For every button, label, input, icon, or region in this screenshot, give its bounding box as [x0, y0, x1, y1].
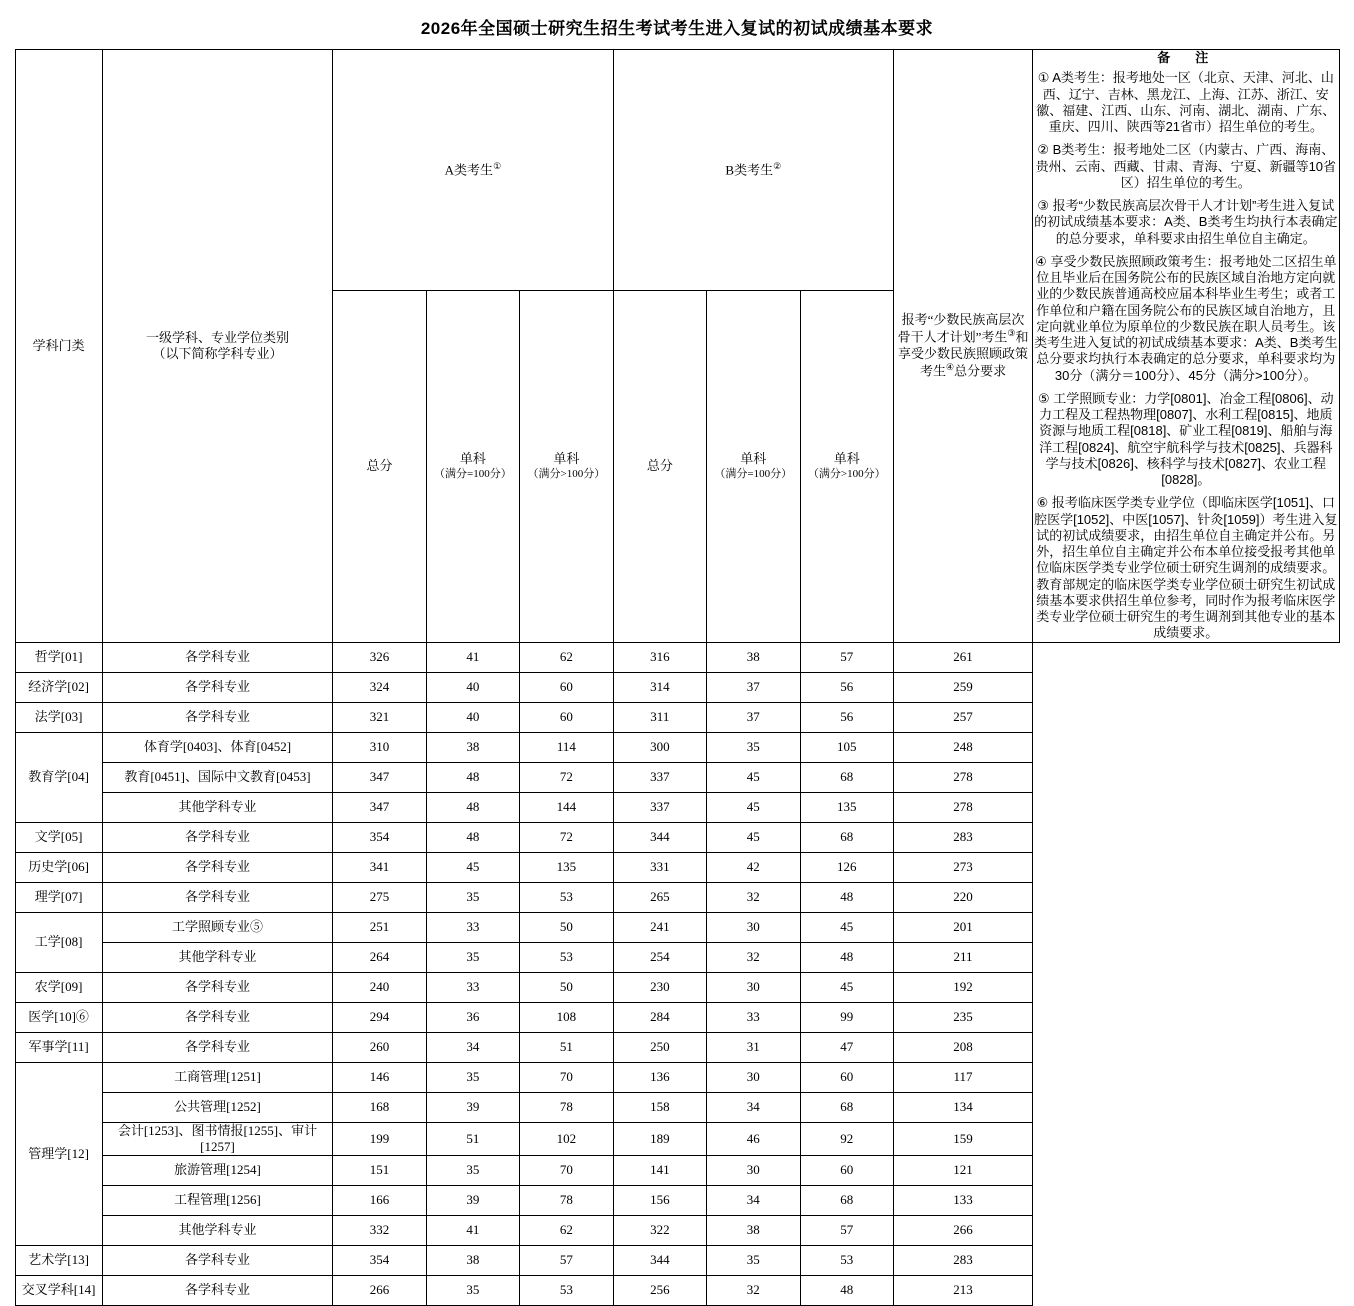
table-row: [15, 822, 1339, 852]
row-a-single-100: 38: [426, 732, 519, 762]
row-a-total: 240: [333, 972, 426, 1002]
row-b-single-over100: 48: [800, 882, 893, 912]
header-b-single-over100: [800, 291, 893, 642]
row-category: 哲学[01]: [15, 642, 102, 672]
row-b-single-100: 45: [707, 822, 800, 852]
table-row: [15, 882, 1339, 912]
row-b-single-over100: 45: [800, 972, 893, 1002]
row-b-total: 322: [613, 1216, 706, 1246]
row-b-single-over100: 135: [800, 792, 893, 822]
table-row: [15, 1276, 1339, 1306]
row-minority-total: 283: [893, 1246, 1032, 1276]
row-major: 其他学科专业: [102, 792, 333, 822]
row-b-single-100: 45: [707, 762, 800, 792]
row-a-total: 354: [333, 822, 426, 852]
table-row: [15, 972, 1339, 1002]
row-major: 体育学[0403]、体育[0452]: [102, 732, 333, 762]
note-item-4: ④ 享受少数民族照顾政策考生：报考地处二区招生单位且毕业后在国务院公布的民族区域自治地方定向就业的少数民族普通高校应届本科毕业生考生；或者工作单位和户籍在国务院公布的民族区域自治地方，且定向就业单位为原单位的少数民族在职人员考生。该类考生进入复试的初试成绩基本要求：A类、B类考生总分要求均执行本表确定的总分要求，单科要求均为30分（满分＝100分）、45分（满分>100分）。: [1034, 253, 1338, 383]
row-a-total: 260: [333, 1032, 426, 1062]
row-minority-total: 257: [893, 702, 1032, 732]
header-a-single-over-line2: （满分>100分）: [527, 467, 606, 480]
row-b-single-100: 33: [707, 1002, 800, 1032]
header-minority-line2b: 和: [1015, 329, 1029, 345]
row-b-single-over100: 48: [800, 1276, 893, 1306]
row-a-single-over100: 50: [520, 912, 613, 942]
row-major: 工学照顾专业⑤: [102, 912, 333, 942]
header-b-single-100-line2: （满分=100分）: [714, 467, 793, 480]
row-minority-total: 159: [893, 1122, 1032, 1156]
table-row: [15, 702, 1339, 732]
row-category: 教育学[04]: [15, 732, 102, 822]
row-a-total: 199: [333, 1122, 426, 1156]
row-a-total: 166: [333, 1186, 426, 1216]
header-major-line2: （以下简称学科专业）: [152, 345, 283, 361]
header-a-single-over-line1: 单科: [553, 451, 580, 467]
row-a-total: 326: [333, 642, 426, 672]
row-b-single-100: 32: [707, 942, 800, 972]
row-a-single-over100: 60: [520, 702, 613, 732]
row-b-single-100: 32: [707, 1276, 800, 1306]
table-row: [15, 792, 1339, 822]
row-a-total: 332: [333, 1216, 426, 1246]
header-b-single-100: [707, 291, 800, 642]
row-a-single-100: 33: [426, 972, 519, 1002]
note-item-2: ② B类考生：报考地处二区（内蒙古、广西、海南、贵州、云南、西藏、甘肃、青海、宁夏、新疆等10省区）招生单位的考生。: [1035, 142, 1337, 190]
row-b-total: 344: [613, 822, 706, 852]
row-b-single-100: 30: [707, 1156, 800, 1186]
row-minority-total: 278: [893, 792, 1032, 822]
header-minority-line2: [894, 328, 1032, 346]
row-b-single-over100: 56: [800, 672, 893, 702]
row-a-total: 321: [333, 702, 426, 732]
header-a-total: 总分: [333, 291, 426, 642]
row-b-total: 337: [613, 792, 706, 822]
row-a-total: 264: [333, 942, 426, 972]
header-b-single-100-line1: 单科: [740, 451, 767, 467]
page-title: 2026年全国硕士研究生招生考试考生进入复试的初试成绩基本要求: [420, 19, 934, 38]
table-row: [15, 1002, 1339, 1032]
row-b-total: 250: [613, 1032, 706, 1062]
row-b-single-100: 46: [707, 1122, 800, 1156]
row-a-single-over100: 135: [520, 852, 613, 882]
row-minority-total: 121: [893, 1156, 1032, 1186]
row-b-single-100: 38: [707, 642, 800, 672]
row-b-single-over100: 47: [800, 1032, 893, 1062]
row-category: 医学[10]⑥: [15, 1002, 102, 1032]
row-b-single-over100: 68: [800, 822, 893, 852]
note-item-3: ③ 报考“少数民族高层次骨干人才计划”考生进入复试的初试成绩基本要求：A类、B类考生均执行本表确定的总分要求，单科要求由招生单位自主确定。: [1034, 198, 1338, 246]
row-b-single-over100: 60: [800, 1062, 893, 1092]
table-row: [15, 1186, 1339, 1216]
row-a-single-100: 33: [426, 912, 519, 942]
row-major: 各学科专业: [102, 882, 333, 912]
table-body: [15, 642, 1339, 1306]
table-row: [15, 1032, 1339, 1062]
row-major: 教育[0451]、国际中文教育[0453]: [102, 762, 333, 792]
row-a-single-100: 41: [426, 642, 519, 672]
row-b-total: 337: [613, 762, 706, 792]
row-minority-total: 283: [893, 822, 1032, 852]
row-category: 文学[05]: [15, 822, 102, 852]
row-a-single-over100: 108: [520, 1002, 613, 1032]
header-b-total: 总分: [613, 291, 706, 642]
table-row: [15, 912, 1339, 942]
row-b-total: 311: [613, 702, 706, 732]
row-a-total: 146: [333, 1062, 426, 1092]
row-b-single-over100: 53: [800, 1246, 893, 1276]
row-b-total: 156: [613, 1186, 706, 1216]
header-minority-line4-text: 考生: [920, 363, 947, 379]
header-group-a: [333, 50, 613, 291]
header-a-single-100: [426, 291, 519, 642]
row-b-single-over100: 68: [800, 1092, 893, 1122]
row-b-single-over100: 57: [800, 642, 893, 672]
row-major: 各学科专业: [102, 822, 333, 852]
row-major: 各学科专业: [102, 642, 333, 672]
row-b-single-100: 31: [707, 1032, 800, 1062]
row-a-single-over100: 72: [520, 762, 613, 792]
row-minority-total: 211: [893, 942, 1032, 972]
row-a-single-100: 35: [426, 1156, 519, 1186]
row-major: 各学科专业: [102, 972, 333, 1002]
table-row: [15, 732, 1339, 762]
row-a-single-over100: 70: [520, 1156, 613, 1186]
header-group-a-sup: ①: [493, 161, 502, 172]
row-b-total: 331: [613, 852, 706, 882]
row-b-single-over100: 68: [800, 762, 893, 792]
row-b-total: 284: [613, 1002, 706, 1032]
row-b-single-100: 34: [707, 1092, 800, 1122]
header-minority-line3: 享受少数民族照顾政策: [898, 345, 1029, 361]
row-a-single-100: 48: [426, 762, 519, 792]
row-b-single-over100: 45: [800, 912, 893, 942]
header-minority-line4: [894, 362, 1032, 380]
row-b-single-100: 45: [707, 792, 800, 822]
row-minority-total: 259: [893, 672, 1032, 702]
row-major: 各学科专业: [102, 1002, 333, 1032]
notes-header-label: 备 注: [1157, 50, 1215, 65]
row-a-total: 251: [333, 912, 426, 942]
row-minority-total: 208: [893, 1032, 1032, 1062]
row-b-single-over100: 68: [800, 1186, 893, 1216]
row-a-single-100: 39: [426, 1186, 519, 1216]
row-category: 艺术学[13]: [15, 1246, 102, 1276]
row-a-total: 347: [333, 792, 426, 822]
row-category: 经济学[02]: [15, 672, 102, 702]
row-b-single-100: 38: [707, 1216, 800, 1246]
row-category: 交叉学科[14]: [15, 1276, 102, 1306]
row-a-single-over100: 70: [520, 1062, 613, 1092]
row-b-single-over100: 105: [800, 732, 893, 762]
row-major: 会计[1253]、图书情报[1255]、审计[1257]: [102, 1122, 333, 1156]
row-minority-total: 201: [893, 912, 1032, 942]
row-major: 其他学科专业: [102, 942, 333, 972]
row-a-total: 310: [333, 732, 426, 762]
row-b-total: 265: [613, 882, 706, 912]
row-a-single-100: 40: [426, 702, 519, 732]
header-major: [102, 50, 333, 643]
row-major: 各学科专业: [102, 1032, 333, 1062]
row-a-total: 324: [333, 672, 426, 702]
row-a-single-over100: 62: [520, 1216, 613, 1246]
table-row: [15, 1092, 1339, 1122]
row-a-single-over100: 114: [520, 732, 613, 762]
row-b-single-over100: 126: [800, 852, 893, 882]
row-category: 管理学[12]: [15, 1062, 102, 1246]
row-a-single-100: 41: [426, 1216, 519, 1246]
row-a-single-over100: 78: [520, 1092, 613, 1122]
row-minority-total: 235: [893, 1002, 1032, 1032]
row-a-single-over100: 53: [520, 882, 613, 912]
row-a-single-100: 34: [426, 1032, 519, 1062]
row-b-total: 189: [613, 1122, 706, 1156]
row-minority-total: 133: [893, 1186, 1032, 1216]
row-a-single-over100: 50: [520, 972, 613, 1002]
header-minority-line4b: 总分要求: [954, 363, 1007, 379]
row-major: 公共管理[1252]: [102, 1092, 333, 1122]
row-b-single-100: 30: [707, 1062, 800, 1092]
header-major-line1: 一级学科、专业学位类别: [145, 329, 289, 345]
header-group-b: [613, 50, 893, 291]
row-a-total: 294: [333, 1002, 426, 1032]
table-row: [15, 672, 1339, 702]
header-minority-policy: [893, 50, 1032, 643]
row-a-single-100: 35: [426, 942, 519, 972]
row-a-single-over100: 53: [520, 1276, 613, 1306]
table-row: [15, 762, 1339, 792]
note-item-6: ⑥ 报考临床医学类专业学位（即临床医学[1051]、口腔医学[1052]、中医[1057]、针灸[1059]）考生进入复试的初试成绩要求，由招生单位自主确定并公布。另外，招生单位自主确定并公布本单位接受报考其他单位临床医学类专业学位硕士研究生调剂的成绩要求。教育部规定的临床医学类专业学位硕士研究生初试成绩基本要求供招生单位参考，同时作为报考临床医学类专业学位硕士研究生的考生调剂到其他专业的基本成绩要求。: [1034, 495, 1338, 641]
header-minority-sup4: ④: [946, 362, 955, 372]
row-b-total: 314: [613, 672, 706, 702]
row-category: 工学[08]: [15, 912, 102, 972]
row-b-single-100: 42: [707, 852, 800, 882]
row-a-single-over100: 60: [520, 672, 613, 702]
header-a-single-100-line2: （满分=100分）: [434, 467, 512, 480]
row-b-total: 316: [613, 642, 706, 672]
row-minority-total: 248: [893, 732, 1032, 762]
header-b-single-over-line2: （满分>100分）: [807, 467, 886, 480]
row-major: 工程管理[1256]: [102, 1186, 333, 1216]
row-category: 理学[07]: [15, 882, 102, 912]
row-a-total: 341: [333, 852, 426, 882]
row-b-single-100: 30: [707, 912, 800, 942]
row-b-total: 344: [613, 1246, 706, 1276]
row-b-total: 241: [613, 912, 706, 942]
row-category: 历史学[06]: [15, 852, 102, 882]
row-a-single-over100: 78: [520, 1186, 613, 1216]
row-b-total: 136: [613, 1062, 706, 1092]
row-b-single-100: 35: [707, 1246, 800, 1276]
row-b-single-100: 37: [707, 702, 800, 732]
row-a-single-100: 35: [426, 882, 519, 912]
row-major: 各学科专业: [102, 1276, 333, 1306]
header-a-single-100-line1: 单科: [459, 451, 486, 467]
row-a-single-over100: 51: [520, 1032, 613, 1062]
header-b-single-over-line1: 单科: [833, 451, 860, 467]
row-a-single-100: 39: [426, 1092, 519, 1122]
row-b-single-over100: 48: [800, 942, 893, 972]
row-b-total: 230: [613, 972, 706, 1002]
header-group-b-sup: ②: [773, 161, 782, 172]
row-major: 各学科专业: [102, 672, 333, 702]
header-row-1: [15, 50, 1339, 291]
row-minority-total: 273: [893, 852, 1032, 882]
row-a-single-over100: 62: [520, 642, 613, 672]
row-category: 农学[09]: [15, 972, 102, 1002]
header-a-single-over100: [520, 291, 613, 642]
row-minority-total: 266: [893, 1216, 1032, 1246]
row-major: 各学科专业: [102, 1246, 333, 1276]
row-a-total: 266: [333, 1276, 426, 1306]
row-minority-total: 134: [893, 1092, 1032, 1122]
row-b-total: 158: [613, 1092, 706, 1122]
row-b-single-100: 37: [707, 672, 800, 702]
row-minority-total: 117: [893, 1062, 1032, 1092]
row-a-total: 354: [333, 1246, 426, 1276]
row-b-total: 300: [613, 732, 706, 762]
row-b-single-over100: 92: [800, 1122, 893, 1156]
notes-column: [1033, 50, 1339, 643]
row-major: 各学科专业: [102, 702, 333, 732]
row-a-single-100: 40: [426, 672, 519, 702]
row-a-single-100: 48: [426, 792, 519, 822]
row-a-total: 347: [333, 762, 426, 792]
header-minority-line1: 报考“少数民族高层次: [901, 311, 1025, 327]
header-minority-line2-text: 骨干人才计划”考生: [897, 329, 1008, 345]
row-minority-total: 220: [893, 882, 1032, 912]
row-a-single-100: 36: [426, 1002, 519, 1032]
row-a-single-over100: 144: [520, 792, 613, 822]
row-a-single-over100: 72: [520, 822, 613, 852]
table-row: [15, 1062, 1339, 1092]
row-category: 军事学[11]: [15, 1032, 102, 1062]
table-row: [15, 942, 1339, 972]
row-minority-total: 213: [893, 1276, 1032, 1306]
table-row: [15, 1122, 1339, 1156]
row-minority-total: 261: [893, 642, 1032, 672]
table-row: [15, 1156, 1339, 1186]
row-b-total: 256: [613, 1276, 706, 1306]
row-minority-total: 278: [893, 762, 1032, 792]
row-major: 工商管理[1251]: [102, 1062, 333, 1092]
score-requirements-table: [15, 49, 1340, 1306]
header-group-b-label: B类考生: [725, 162, 774, 178]
row-b-single-over100: 56: [800, 702, 893, 732]
row-a-single-100: 35: [426, 1276, 519, 1306]
note-item-1: ① A类考生：报考地处一区（北京、天津、河北、山西、辽宁、吉林、黑龙江、上海、江苏、浙江、安徽、福建、江西、山东、河南、湖北、湖南、广东、重庆、四川、陕西等21省市）招生单位的考生。: [1036, 70, 1336, 134]
row-b-single-over100: 57: [800, 1216, 893, 1246]
row-minority-total: 192: [893, 972, 1032, 1002]
row-a-single-100: 45: [426, 852, 519, 882]
row-a-single-100: 48: [426, 822, 519, 852]
row-a-single-over100: 102: [520, 1122, 613, 1156]
row-a-single-over100: 53: [520, 942, 613, 972]
row-a-total: 151: [333, 1156, 426, 1186]
table-row: [15, 1216, 1339, 1246]
header-minority-sup3: ③: [1007, 328, 1016, 339]
row-b-total: 141: [613, 1156, 706, 1186]
row-major: 其他学科专业: [102, 1216, 333, 1246]
row-a-single-100: 35: [426, 1062, 519, 1092]
row-b-single-100: 35: [707, 732, 800, 762]
row-a-single-over100: 57: [520, 1246, 613, 1276]
table-row: [15, 1246, 1339, 1276]
row-a-single-100: 38: [426, 1246, 519, 1276]
row-b-single-100: 34: [707, 1186, 800, 1216]
row-a-total: 168: [333, 1092, 426, 1122]
row-major: 各学科专业: [102, 852, 333, 882]
table-row: [15, 852, 1339, 882]
row-category: 法学[03]: [15, 702, 102, 732]
header-group-a-label: A类考生: [444, 162, 494, 178]
row-a-single-100: 51: [426, 1122, 519, 1156]
header-category: 学科门类: [15, 50, 102, 643]
row-b-total: 254: [613, 942, 706, 972]
row-major: 旅游管理[1254]: [102, 1156, 333, 1186]
table-row: [15, 642, 1339, 672]
table-header: [15, 50, 1339, 643]
row-b-single-over100: 99: [800, 1002, 893, 1032]
note-item-5: ⑤ 工学照顾专业：力学[0801]、冶金工程[0806]、动力工程及工程热物理[0807]、水利工程[0815]、地质资源与地质工程[0818]、矿业工程[0819]、船舶与海洋工程[0824]、航空宇航科学与技术[0825]、兵器科学与技术[0826]、核科学与技术[0827]、农业工程[0828]。: [1038, 390, 1334, 487]
row-b-single-over100: 60: [800, 1156, 893, 1186]
row-b-single-100: 32: [707, 882, 800, 912]
row-b-single-100: 30: [707, 972, 800, 1002]
row-a-total: 275: [333, 882, 426, 912]
